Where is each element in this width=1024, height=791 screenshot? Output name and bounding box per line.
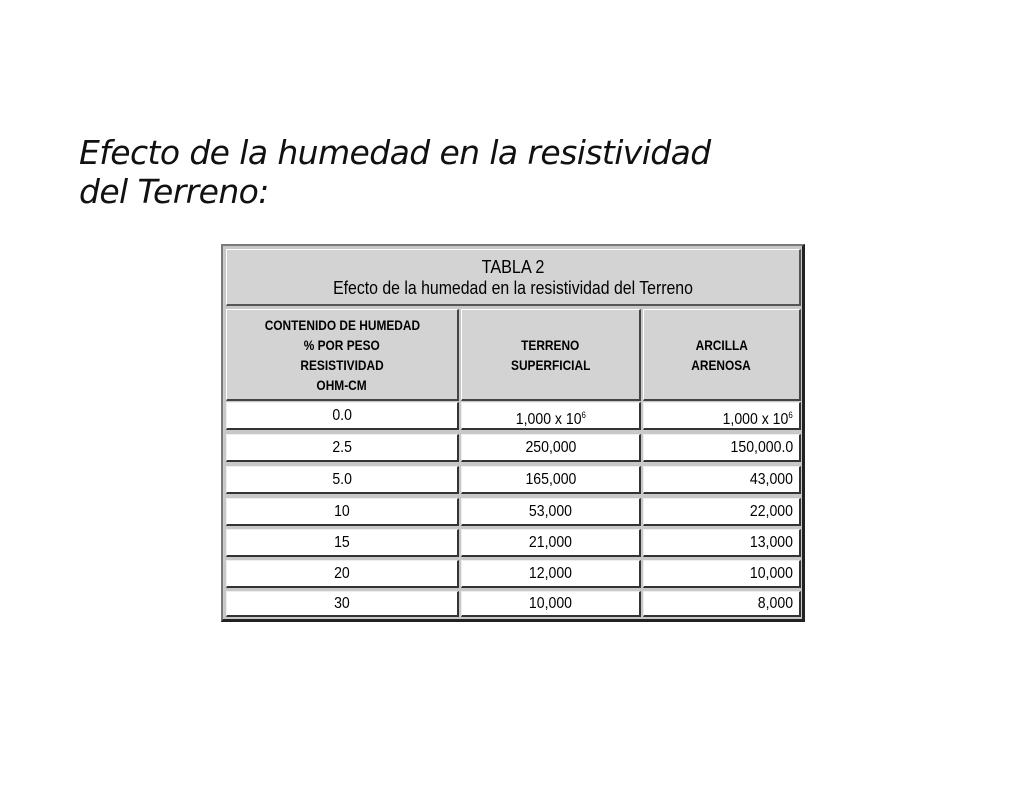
header-terreno-line: TERRENO — [521, 336, 580, 353]
cell-terreno: 165,000 — [461, 466, 641, 494]
table-row — [223, 529, 802, 559]
header-terreno-line: SUPERFICIAL — [510, 356, 591, 373]
cell-arcilla: 43,000 — [643, 466, 801, 494]
cell-terreno: 1,000 x $10^6$ — [461, 402, 641, 430]
slide-title — [79, 133, 839, 211]
cell-terreno: 12,000 — [461, 560, 641, 588]
table-row — [223, 591, 802, 621]
header-humedad-line: CONTENIDO DE HUMEDAD — [264, 316, 420, 333]
slide-title-line-1: Efecto de la humedad en la resistividad — [79, 133, 711, 172]
header-humedad-line: % POR PESO — [303, 336, 381, 353]
header-humedad — [226, 309, 459, 401]
header-humedad-line: OHM-CM — [316, 376, 368, 393]
cell-terreno: 21,000 — [461, 529, 641, 557]
cell-humedad: 0.0 — [226, 402, 459, 430]
table-caption-title: Efecto de la humedad en la resistividad del Terreno — [333, 278, 693, 298]
table-row — [223, 402, 802, 432]
cell-arcilla: 150,000.0 — [643, 434, 801, 462]
header-arcilla-arenosa — [643, 309, 801, 401]
exponent: 6 — [788, 410, 793, 420]
cell-arcilla: 10,000 — [643, 560, 801, 588]
header-humedad-line: RESISTIVIDAD — [300, 356, 384, 373]
resistivity-table — [221, 244, 805, 622]
table-caption — [226, 249, 801, 306]
cell-humedad: 15 — [226, 529, 459, 557]
cell-humedad: 10 — [226, 498, 459, 526]
cell-arcilla: 13,000 — [643, 529, 801, 557]
table-row — [223, 434, 802, 464]
slide-title-line-2: del Terreno: — [79, 172, 269, 211]
header-arcilla-line: ARENOSA — [691, 356, 752, 373]
cell-terreno: 10,000 — [461, 591, 641, 617]
cell-terreno: 250,000 — [461, 434, 641, 462]
cell-arcilla: 22,000 — [643, 498, 801, 526]
header-terreno-superficial — [461, 309, 641, 401]
header-arcilla-line: ARCILLA — [695, 336, 748, 353]
cell-humedad: 20 — [226, 560, 459, 588]
table-row — [223, 466, 802, 496]
cell-humedad: 2.5 — [226, 434, 459, 462]
table-row — [223, 498, 802, 528]
cell-humedad: 30 — [226, 591, 459, 617]
table-caption-number: TABLA 2 — [481, 257, 545, 277]
cell-terreno: 53,000 — [461, 498, 641, 526]
cell-arcilla: 1,000 x $10^6$ — [643, 402, 801, 430]
exponent: 6 — [581, 410, 586, 420]
cell-humedad: 5.0 — [226, 466, 459, 494]
cell-arcilla: 8,000 — [643, 591, 801, 617]
table-row — [223, 560, 802, 590]
